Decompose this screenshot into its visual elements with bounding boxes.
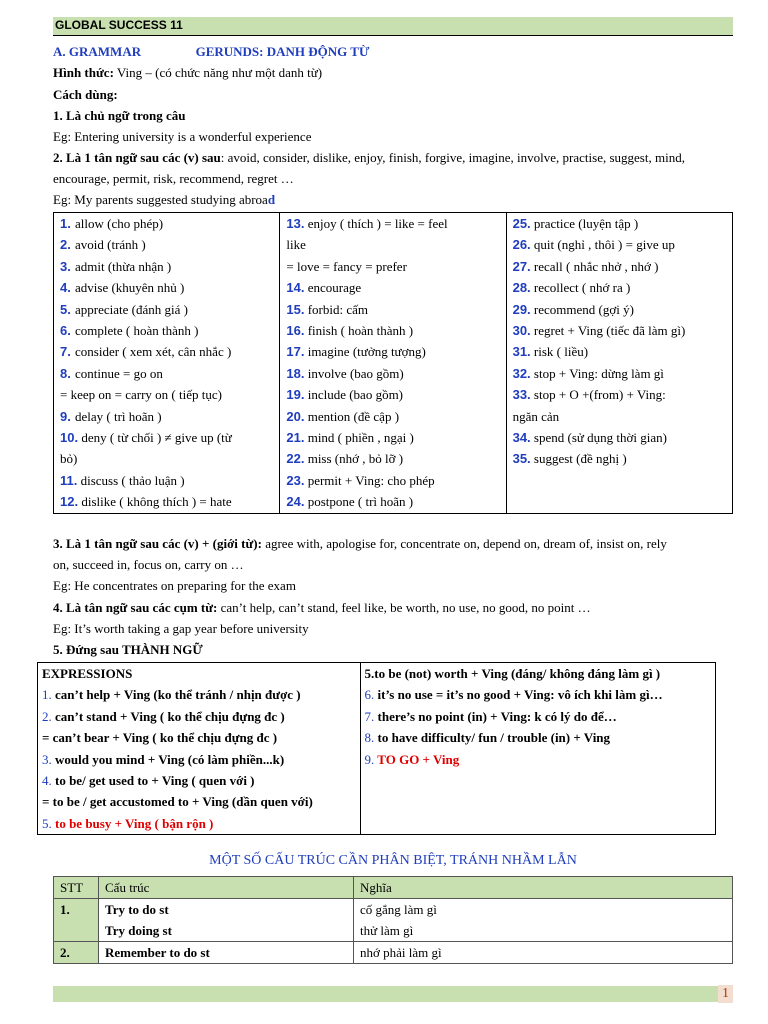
verb-item-text: stop + Ving: dừng làm gì	[530, 365, 664, 381]
verb-item-number: 18.	[286, 365, 305, 381]
verb-item-number: 29.	[512, 301, 531, 317]
expression-number: 1.	[42, 687, 52, 703]
verb-item-text: forbid: cấm	[304, 301, 368, 317]
compare-table	[53, 876, 733, 964]
verb-item-text: appreciate (đánh giá )	[75, 301, 188, 317]
verb-item	[286, 341, 501, 362]
verb-item-number: 16.	[286, 323, 305, 339]
verb-item	[60, 277, 275, 298]
verb-item-text: regret + Ving (tiếc đã làm gì)	[530, 323, 686, 339]
verb-item	[286, 234, 501, 255]
verb-item-number: 2.	[60, 237, 71, 253]
verb-item-text: suggest (đề nghị )	[530, 451, 627, 467]
compare-stt: 1.	[54, 899, 99, 942]
usage-5-title: 5. Đứng sau THÀNH NGỮ	[53, 642, 203, 657]
verb-item	[60, 406, 275, 427]
expressions-right	[360, 663, 715, 835]
verb-item-number: 32.	[512, 365, 531, 381]
verb-item-number: 35.	[512, 451, 531, 467]
expression-number: 2.	[42, 708, 52, 724]
expression-item	[42, 749, 360, 770]
verb-item-number: 26.	[512, 237, 531, 253]
verbs-col-2	[280, 213, 506, 514]
verbs-col-1	[54, 213, 280, 514]
verb-item	[286, 320, 501, 341]
expression-number: 7.	[364, 708, 375, 724]
verb-item-text: mind ( phiền , ngại )	[304, 430, 414, 446]
expressions-left	[38, 663, 361, 835]
verb-item	[60, 384, 275, 405]
verb-item-text: avoid (tránh )	[75, 237, 146, 253]
verb-item	[60, 299, 275, 320]
verb-item-number: 12.	[60, 494, 79, 510]
expression-text: would you mind + Ving (có làm phiền...k)	[51, 751, 285, 767]
verb-item	[286, 213, 501, 234]
verb-item-text: allow (cho phép)	[75, 216, 164, 231]
compare-meaning: thử làm gì	[354, 920, 733, 942]
verb-item-number: 33.	[512, 387, 531, 403]
verb-item-number: 27.	[512, 258, 531, 274]
expression-text: = to be / get accustomed to + Ving (dần quen với)	[42, 794, 313, 810]
verb-item-text: involve (bao gồm)	[304, 365, 404, 381]
usage-4-text: 4. Là tân ngữ sau các cụm từ: can’t help, can’t stand, feel like, be worth, no use, no good, no point …	[53, 600, 591, 615]
form-line: Hình thức: Ving – (có chức năng như một danh từ)	[53, 65, 323, 80]
usage-3-example: Eg: He concentrates on preparing for the exam	[53, 578, 296, 593]
verb-item-number: 21.	[286, 430, 305, 446]
verb-item-number: 4.	[60, 280, 71, 296]
verb-item-text: postpone ( trì hoãn )	[304, 494, 414, 510]
expression-item	[42, 813, 360, 834]
verb-item	[286, 363, 501, 384]
verb-item	[513, 427, 728, 448]
expression-item	[42, 791, 360, 812]
expression-item	[365, 684, 715, 705]
verb-item	[286, 299, 501, 320]
verb-item-text: consider ( xem xét, cân nhắc )	[75, 344, 232, 360]
verb-item	[513, 277, 728, 298]
verb-item-text: risk ( liều)	[530, 344, 589, 360]
expression-number: 5.	[42, 815, 52, 831]
verb-item	[513, 234, 728, 255]
expression-item	[365, 749, 715, 770]
verb-item-text: discuss ( thảo luận )	[77, 472, 185, 488]
section-heading	[53, 43, 369, 61]
expression-number: 8.	[364, 730, 375, 746]
table-row	[54, 942, 733, 964]
verb-item	[513, 256, 728, 277]
verb-item-text: delay ( trì hoãn )	[75, 408, 162, 424]
verb-item	[60, 213, 275, 234]
verb-item-number: 31.	[512, 344, 531, 360]
verb-item-number: 8.	[60, 365, 71, 381]
verb-item-text: recollect ( nhớ ra )	[530, 280, 631, 296]
verb-item-number: 13.	[286, 216, 305, 231]
compare-structure: Remember to do st	[99, 942, 354, 964]
expression-item	[365, 663, 715, 684]
section-title: GERUNDS: DANH ĐỘNG TỪ	[195, 44, 370, 59]
verb-item	[286, 277, 501, 298]
expression-item	[42, 706, 360, 727]
verb-item-number: 25.	[512, 216, 531, 231]
verb-item-text: = love = fancy = prefer	[286, 258, 407, 274]
compare-header-structure: Cấu trúc	[99, 877, 354, 899]
verb-item-text: quit (nghỉ , thôi ) = give up	[530, 237, 675, 253]
verb-item-text: enjoy ( thích ) = like = feel	[304, 216, 448, 231]
verb-item	[513, 448, 728, 469]
expression-item	[42, 770, 360, 791]
verb-item-text: bỏ)	[60, 451, 78, 467]
expression-number: 6.	[364, 687, 375, 703]
expression-text: it’s no use = it’s no good + Ving: vô ích khi làm gì…	[374, 687, 663, 703]
expression-number: 4.	[42, 773, 52, 789]
usage-3-text2: on, succeed in, focus on, carry on …	[53, 557, 244, 572]
compare-structure: Try doing st	[99, 920, 354, 942]
verb-item-number: 20.	[286, 408, 305, 424]
verb-item-number: 19.	[286, 387, 305, 403]
expression-text: EXPRESSIONS	[42, 666, 133, 681]
verb-item	[286, 427, 501, 448]
verb-item-number: 15.	[286, 301, 305, 317]
page-number: 1	[718, 985, 733, 1003]
verb-item	[60, 320, 275, 341]
expression-item	[42, 684, 360, 705]
verb-item-text: = keep on = carry on ( tiếp tục)	[60, 387, 222, 403]
verb-item	[286, 448, 501, 469]
usage-2-text: 2. Là 1 tân ngữ sau các (v) sau: avoid, consider, dislike, enjoy, finish, forgive, imagine, involve, practise, suggest, mind,	[53, 150, 685, 165]
verb-item	[286, 384, 501, 405]
compare-header-row	[54, 877, 733, 899]
verb-item-number: 24.	[286, 494, 305, 510]
verb-item-text: mention (đề cập )	[304, 408, 400, 424]
table-row	[54, 920, 733, 942]
compare-header-meaning: Nghĩa	[354, 877, 733, 899]
verbs-table	[53, 212, 733, 514]
verb-item-number: 5.	[60, 301, 71, 317]
expression-item	[42, 663, 360, 684]
expression-text: 5.to be (not) worth + Ving (đáng/ không đáng làm gì )	[364, 666, 661, 681]
verb-item	[513, 363, 728, 384]
expressions-table	[37, 662, 716, 835]
usage-1-title: 1. Là chủ ngữ trong câu	[53, 108, 186, 123]
verb-item-text: advise (khuyên nhủ )	[75, 280, 185, 296]
verb-item-number: 30.	[512, 323, 531, 339]
verb-item	[60, 256, 275, 277]
expression-text: to be/ get used to + Ving ( quen với )	[51, 773, 255, 789]
expression-text: can’t stand + Ving ( ko thể chịu đựng đc )	[51, 708, 285, 724]
compare-title: MỘT SỐ CẤU TRÚC CẦN PHÂN BIỆT, TRÁNH NHẦM LẪN	[209, 853, 577, 868]
usage-4-example: Eg: It’s worth taking a gap year before university	[53, 621, 309, 636]
verb-item	[513, 384, 728, 405]
usage-2-text2: encourage, permit, risk, recommend, regret …	[53, 171, 294, 186]
verb-item	[286, 491, 501, 512]
verb-item-number: 28.	[512, 280, 531, 296]
expression-item	[42, 727, 360, 748]
verb-item-text: permit + Ving: cho phép	[304, 472, 435, 488]
verb-item	[513, 341, 728, 362]
verb-item-text: continue = go on	[75, 365, 163, 381]
compare-meaning: nhớ phải làm gì	[354, 942, 733, 964]
verb-item	[286, 406, 501, 427]
verb-item-text: finish ( hoàn thành )	[304, 323, 414, 339]
expression-item	[365, 706, 715, 727]
expression-text: can’t help + Ving (ko thể tránh / nhịn được )	[51, 687, 301, 703]
compare-structure: Try to do st	[99, 899, 354, 921]
verb-item	[60, 341, 275, 362]
expression-text: = can’t bear + Ving ( ko thể chịu đựng đc )	[42, 730, 278, 746]
verb-item-text: encourage	[304, 280, 362, 296]
verb-item-number: 17.	[286, 344, 305, 360]
verb-item-number: 3.	[60, 258, 71, 274]
verb-item-text: recall ( nhắc nhở , nhớ )	[530, 258, 659, 274]
verb-item-number: 9.	[60, 408, 71, 424]
usage-2-example: Eg: My parents suggested studying abroad	[53, 192, 276, 207]
verb-item	[513, 406, 728, 427]
table-row	[54, 899, 733, 921]
verb-item	[513, 299, 728, 320]
verb-item-number: 23.	[286, 472, 305, 488]
verb-item-text: complete ( hoàn thành )	[75, 323, 199, 339]
verb-item-number: 34.	[512, 430, 531, 446]
header-title: GLOBAL SUCCESS 11	[55, 18, 183, 32]
usage-3-text: 3. Là 1 tân ngữ sau các (v) + (giới từ): agree with, apologise for, concentrate on, depend on, dream of, insist on, rely	[53, 536, 667, 551]
verb-item-text: include (bao gồm)	[304, 387, 404, 403]
expression-number: 9.	[364, 751, 375, 767]
compare-stt: 2.	[54, 942, 99, 964]
verb-item-number: 22.	[286, 451, 305, 467]
section-label: A. GRAMMAR	[53, 44, 142, 59]
verb-item	[513, 320, 728, 341]
expression-text: TO GO + Ving	[374, 751, 460, 767]
verb-item-number: 10.	[60, 430, 79, 446]
verb-item-text: spend (sử dụng thời gian)	[530, 430, 667, 446]
verb-item-text: dislike ( không thích ) = hate	[78, 494, 232, 510]
verb-item-number: 1.	[60, 216, 71, 231]
compare-header-stt: STT	[54, 877, 99, 899]
usage-1-example: Eg: Entering university is a wonderful experience	[53, 129, 312, 144]
verb-item	[60, 363, 275, 384]
verb-item	[60, 427, 275, 448]
verb-item-text: stop + O +(from) + Ving:	[530, 387, 666, 403]
footer-bar	[53, 986, 718, 1002]
verb-item	[60, 470, 275, 491]
verb-item-number: 14.	[286, 280, 305, 296]
expression-item	[365, 727, 715, 748]
verb-item	[286, 256, 501, 277]
verb-item-number: 11.	[60, 472, 78, 488]
verb-item	[513, 213, 728, 234]
verb-item	[60, 234, 275, 255]
verb-item-text: imagine (tưởng tượng)	[304, 344, 426, 360]
verb-item-number: 7.	[60, 344, 71, 360]
verb-item-number: 6.	[60, 323, 71, 339]
verb-item-text: like	[286, 237, 306, 253]
expression-number: 3.	[42, 751, 52, 767]
verb-item-text: recommend (gợi ý)	[530, 301, 634, 317]
verb-item-text: admit (thừa nhận )	[75, 258, 172, 274]
verb-item-text: deny ( từ chối ) ≠ give up (từ	[78, 430, 232, 446]
expression-text: there’s no point (in) + Ving: k có lý do để…	[374, 708, 617, 724]
compare-meaning: cố gắng làm gì	[354, 899, 733, 921]
expression-text: to be busy + Ving ( bận rộn )	[51, 815, 214, 831]
verb-item	[286, 470, 501, 491]
verb-item-text: practice (luyện tập )	[530, 216, 639, 231]
verb-item	[60, 448, 275, 469]
verb-item-text: miss (nhớ , bỏ lỡ )	[304, 451, 404, 467]
verbs-col-3	[506, 213, 732, 514]
verb-item	[60, 491, 275, 512]
usage-label: Cách dùng:	[53, 87, 118, 102]
verb-item-text: ngăn cản	[512, 408, 560, 424]
expression-text: to have difficulty/ fun / trouble (in) + Ving	[374, 730, 611, 746]
